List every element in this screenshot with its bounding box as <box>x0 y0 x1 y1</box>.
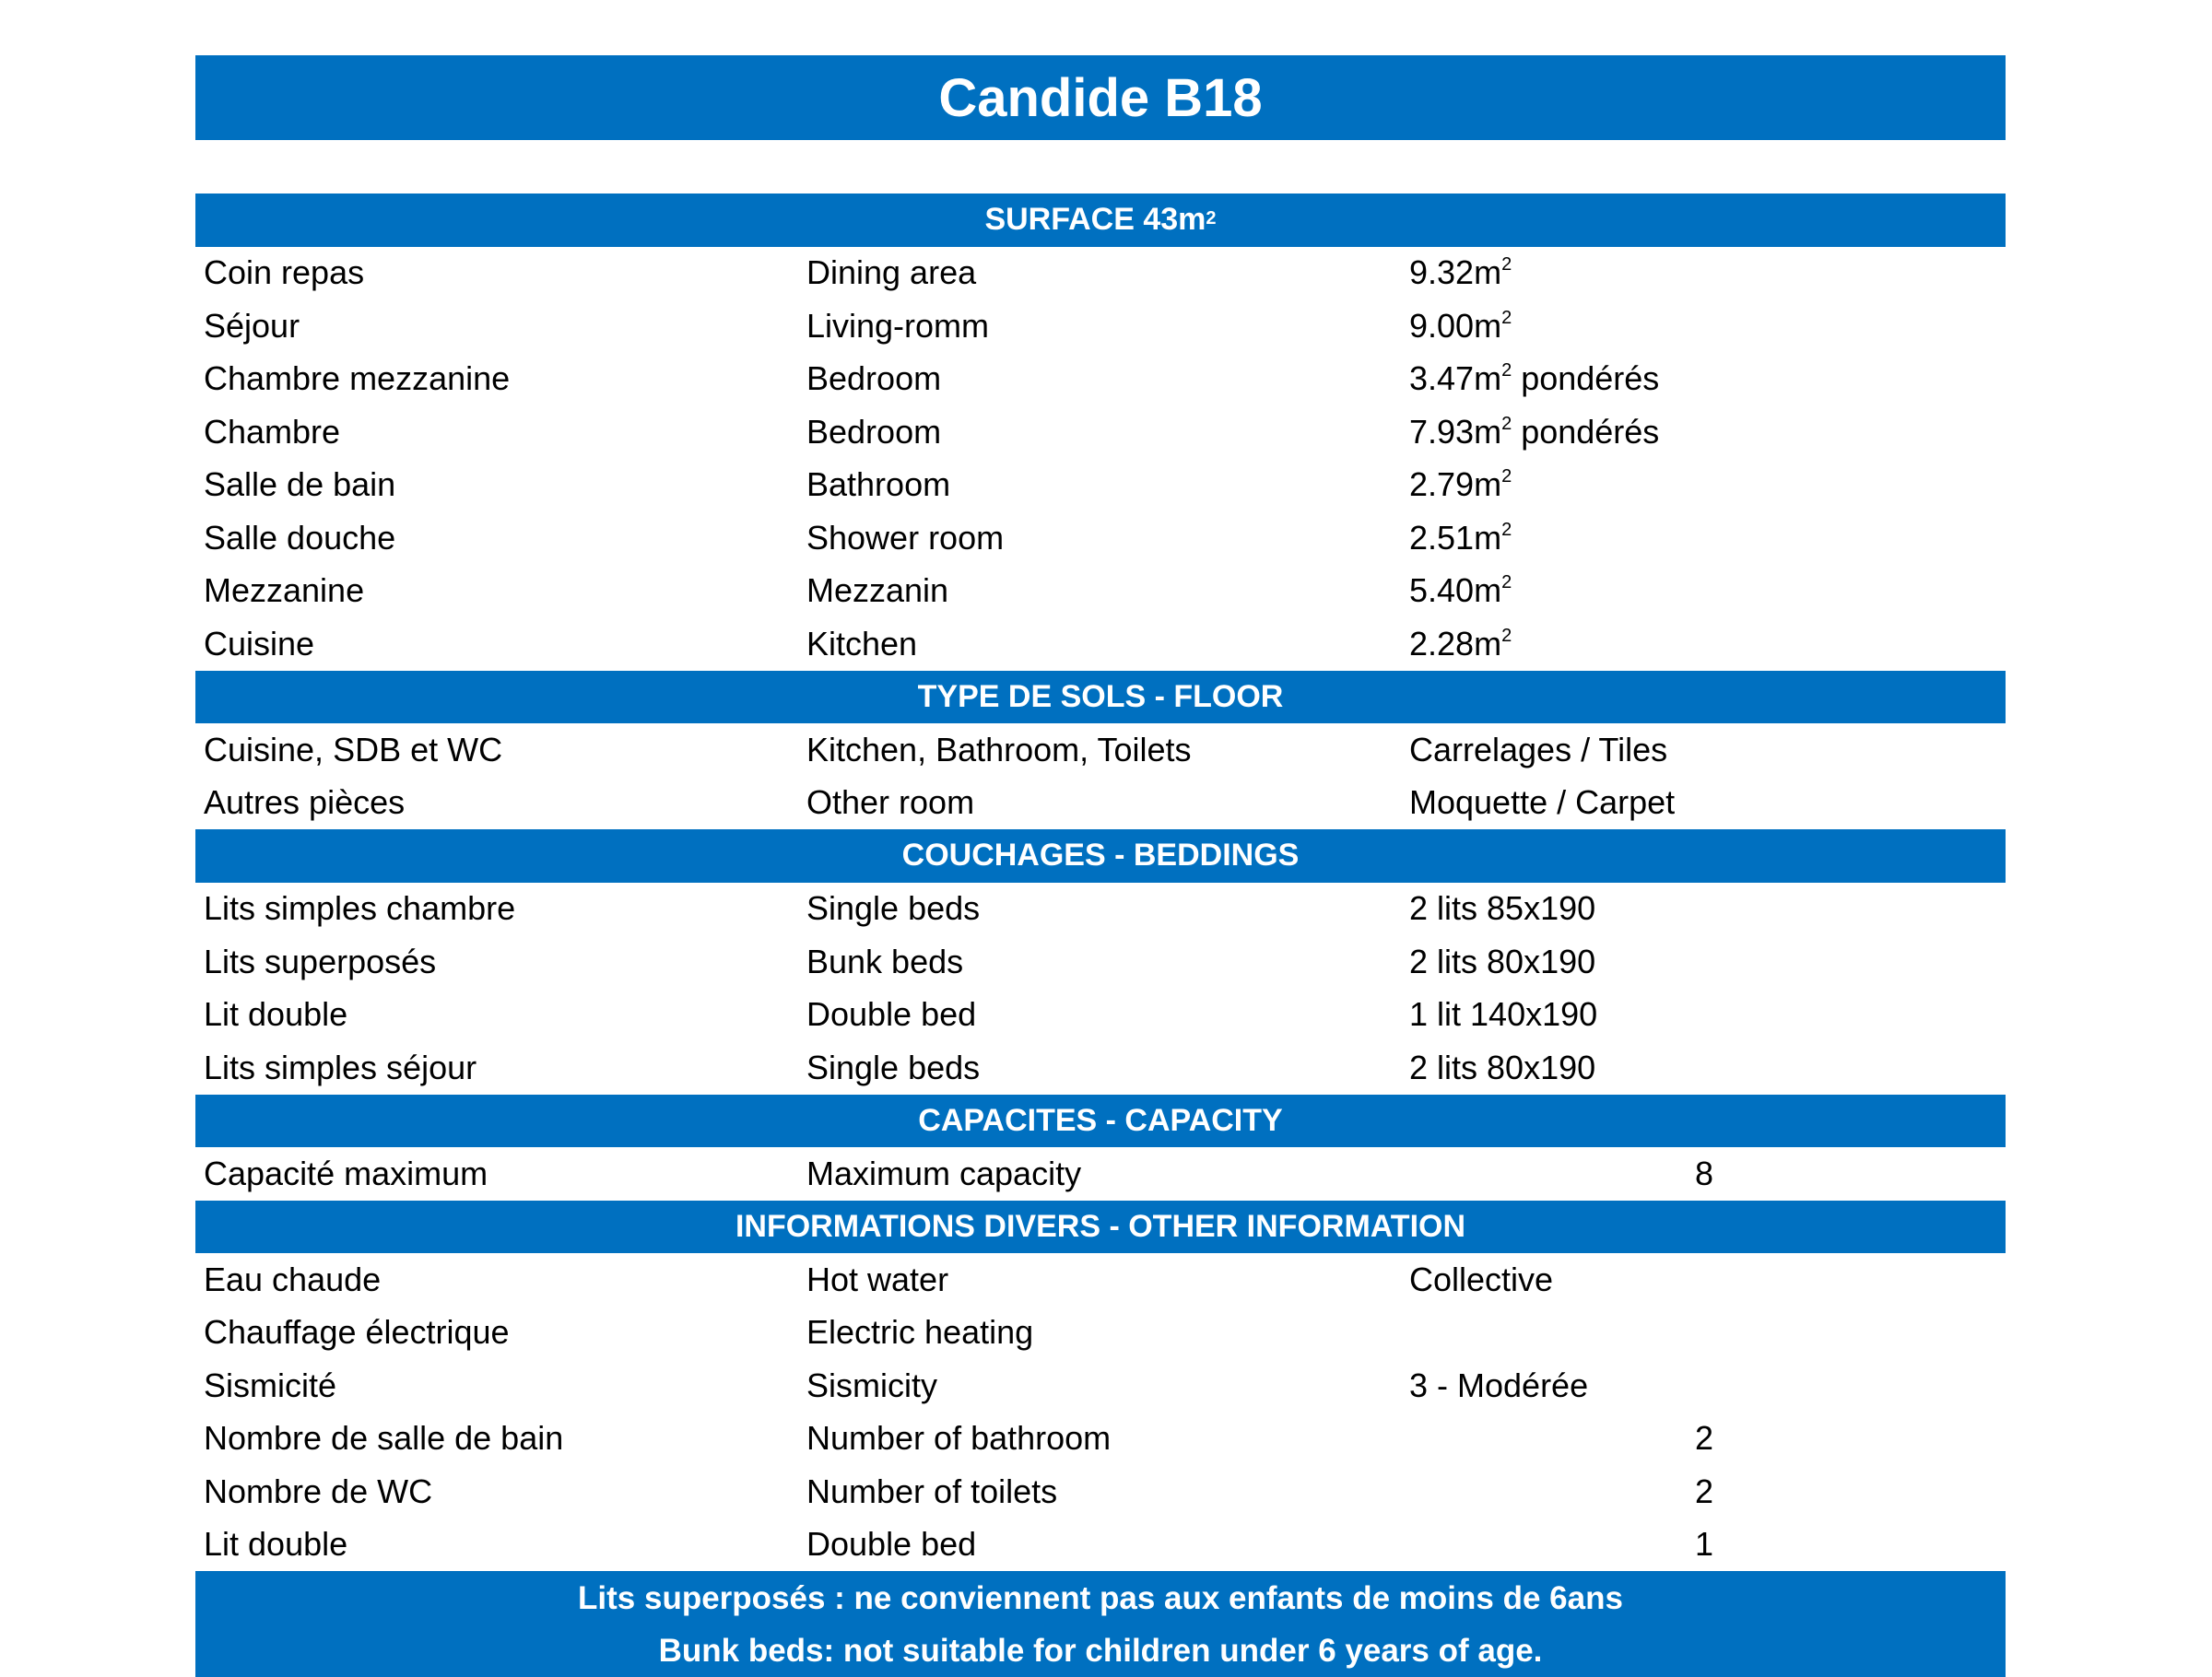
label-fr: Nombre de salle de bain <box>204 1419 564 1458</box>
label-fr: Salle douche <box>204 518 396 557</box>
area-value: 2.51m <box>1409 518 1502 557</box>
label-en: Double bed <box>806 1525 977 1564</box>
label-fr: Cuisine <box>204 624 315 663</box>
area-sup: 2 <box>1501 572 1512 593</box>
surface-header-label: SURFACE 43m <box>984 202 1206 238</box>
area-suffix: pondérés <box>1512 359 1660 398</box>
label-fr: Chauffage électrique <box>204 1313 510 1352</box>
label-en: Bedroom <box>806 412 942 451</box>
value-cell <box>1401 519 2006 557</box>
label-en: Kitchen, Bathroom, Toilets <box>806 730 1192 768</box>
label-fr: Eau chaude <box>204 1260 382 1298</box>
value-cell: Moquette / Carpet <box>1409 783 1676 822</box>
area-value: 5.40m <box>1409 571 1502 610</box>
footer-warning <box>195 1571 2006 1677</box>
table-row <box>195 723 2006 777</box>
value-cell: 1 lit 140x190 <box>1409 995 1598 1034</box>
label-en: Dining area <box>806 253 977 292</box>
table-row <box>195 1307 2006 1360</box>
label-fr: Sismicité <box>204 1366 337 1404</box>
table-row <box>195 1041 2006 1095</box>
value-cell: Carrelages / Tiles <box>1409 730 1668 768</box>
table-row <box>195 459 2006 512</box>
value-cell: Collective <box>1409 1260 1554 1298</box>
label-en: Sismicity <box>806 1366 937 1404</box>
label-fr: Lits simples chambre <box>204 889 516 928</box>
value-cell <box>1401 625 2006 663</box>
section-header-capacity: CAPACITES - CAPACITY <box>195 1095 2006 1148</box>
label-fr: Nombre de WC <box>204 1472 433 1510</box>
label-en: Single beds <box>806 889 981 928</box>
table-row <box>195 1519 2006 1572</box>
table-row <box>195 1359 2006 1413</box>
property-sheet <box>195 194 2006 1677</box>
table-row <box>195 353 2006 406</box>
label-en: Bunk beds <box>806 942 964 980</box>
section-header-surface: SURFACE 43m $^2$ <box>195 194 2006 247</box>
table-row <box>195 935 2006 989</box>
table-row <box>195 405 2006 459</box>
label-en: Double bed <box>806 995 977 1034</box>
table-row <box>195 511 2006 565</box>
section-header-floor: TYPE DE SOLS - FLOOR <box>195 671 2006 724</box>
value-cell: 2 lits 85x190 <box>1409 889 1596 928</box>
numeric-value: 1 <box>1694 1525 1713 1564</box>
value-cell <box>1401 253 2006 292</box>
section-header-beddings: COUCHAGES - BEDDINGS <box>195 829 2006 883</box>
value-cell <box>1401 1155 2006 1193</box>
area-value: 2.79m <box>1409 465 1502 504</box>
page-title: Candide B18 <box>195 55 2006 140</box>
value-cell <box>1401 1525 2006 1564</box>
table-row <box>195 1147 2006 1201</box>
label-fr: Lits superposés <box>204 942 437 980</box>
table-row <box>195 989 2006 1042</box>
area-sup: 2 <box>1501 466 1512 487</box>
table-row <box>195 777 2006 830</box>
table-row <box>195 1465 2006 1519</box>
value-cell: 2 lits 80x190 <box>1409 942 1596 980</box>
numeric-value: 2 <box>1694 1419 1713 1458</box>
area-value: 9.00m <box>1409 306 1502 345</box>
area-suffix: pondérés <box>1512 412 1660 451</box>
label-en: Other room <box>806 783 975 822</box>
area-sup: 2 <box>1501 254 1512 276</box>
table-row <box>195 247 2006 300</box>
numeric-value: 8 <box>1694 1154 1713 1192</box>
area-sup: 2 <box>1501 360 1512 381</box>
area-sup: 2 <box>1501 413 1512 434</box>
label-en: Number of toilets <box>806 1472 1058 1510</box>
value-cell <box>1401 571 2006 610</box>
section-header-other: INFORMATIONS DIVERS - OTHER INFORMATION <box>195 1201 2006 1254</box>
value-cell: 2 lits 80x190 <box>1409 1048 1596 1086</box>
label-fr: Mezzanine <box>204 571 365 610</box>
value-cell <box>1401 413 2006 452</box>
value-cell: 3 - Modérée <box>1409 1366 1589 1404</box>
value-cell <box>1401 1472 2006 1511</box>
numeric-value: 2 <box>1694 1472 1713 1510</box>
table-row <box>195 617 2006 671</box>
label-fr: Autres pièces <box>204 783 406 822</box>
label-fr: Chambre mezzanine <box>204 359 511 398</box>
label-fr: Lit double <box>204 995 348 1034</box>
label-en: Hot water <box>806 1260 949 1298</box>
label-en: Number of bathroom <box>806 1419 1112 1458</box>
label-en: Kitchen <box>806 624 918 663</box>
value-cell <box>1401 465 2006 504</box>
value-cell <box>1401 307 2006 346</box>
label-en: Bathroom <box>806 465 951 504</box>
area-value: 7.93m <box>1409 412 1502 451</box>
label-en: Electric heating <box>806 1313 1034 1352</box>
label-en: Shower room <box>806 518 1005 557</box>
table-row <box>195 1253 2006 1307</box>
label-fr: Cuisine, SDB et WC <box>204 730 503 768</box>
area-sup: 2 <box>1501 307 1512 328</box>
area-value: 3.47m <box>1409 359 1502 398</box>
label-fr: Capacité maximum <box>204 1154 488 1192</box>
footer-line-fr: Lits superposés : ne conviennent pas aux enfants de moins de 6ans <box>578 1579 1623 1616</box>
area-value: 2.28m <box>1409 624 1502 663</box>
label-fr: Salle de bain <box>204 465 396 504</box>
table-row <box>195 565 2006 618</box>
value-cell <box>1401 1419 2006 1458</box>
area-sup: 2 <box>1501 625 1512 646</box>
footer-line-en: Bunk beds: not suitable for children under 6 years of age. <box>658 1632 1543 1669</box>
label-fr: Lit double <box>204 1525 348 1564</box>
value-cell <box>1401 359 2006 398</box>
label-en: Bedroom <box>806 359 942 398</box>
label-fr: Séjour <box>204 306 300 345</box>
label-en: Maximum capacity <box>806 1154 1082 1192</box>
area-value: 9.32m <box>1409 253 1502 292</box>
label-fr: Chambre <box>204 412 341 451</box>
table-row <box>195 1413 2006 1466</box>
label-fr: Lits simples séjour <box>204 1048 477 1086</box>
table-row <box>195 883 2006 936</box>
area-sup: 2 <box>1501 519 1512 540</box>
label-en: Mezzanin <box>806 571 949 610</box>
label-en: Single beds <box>806 1048 981 1086</box>
label-en: Living-romm <box>806 306 990 345</box>
label-fr: Coin repas <box>204 253 365 292</box>
table-row <box>195 299 2006 353</box>
